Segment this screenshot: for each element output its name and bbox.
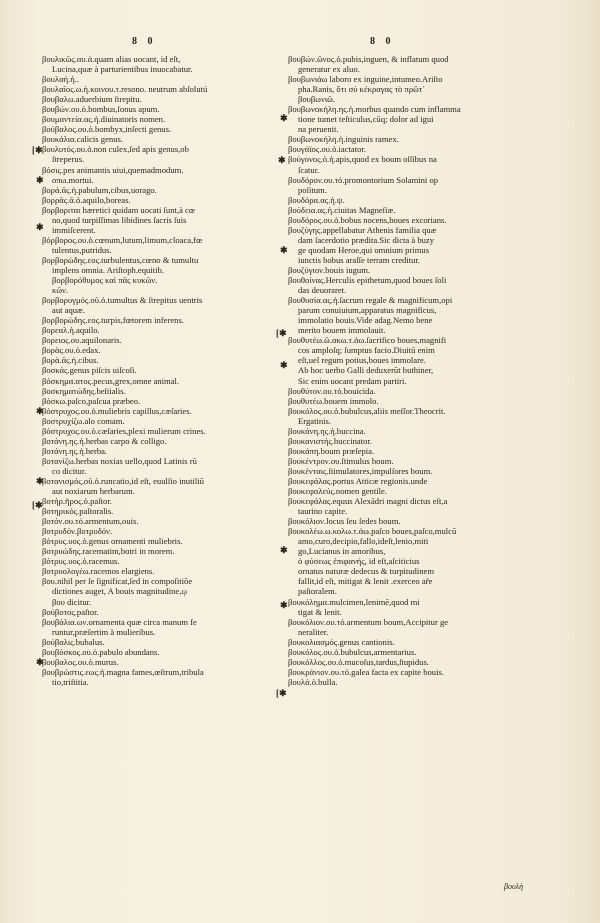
- text-line: βουλικῶς.αυ.ἀ.quam alias uocant, id eſt,: [42, 54, 181, 64]
- left-folio: 8 0: [132, 36, 157, 47]
- text-line: βοτανίζω.herbas noxias uello,quod Latinis rū: [42, 455, 197, 466]
- text-line: βουκολιασμός.genus cantionis.: [288, 636, 395, 647]
- text-line: βουθυσία.ας.ἡ.ſacrum regale & magnificum,opi: [288, 295, 453, 306]
- text-line: βουκόλος.ου.ὁ.bubulcus,armentarius.: [288, 646, 417, 657]
- left-column: [42, 54, 274, 687]
- text-line: dam ſacerdotio prædita.Sic dicta à buzy: [298, 234, 435, 245]
- text-line: ſtreperus.: [52, 154, 85, 165]
- text-line: βοτηρικός.paſtoralis.: [42, 506, 114, 517]
- text-line: βουβωνοκήλη.ἡ.inguinis ramex.: [288, 134, 399, 145]
- text-line: βόρβορος.ου.ὁ.cœnum,lutum,limum,cloaca,fœ: [42, 234, 203, 245]
- text-line: tulentus,putridus.: [52, 244, 112, 255]
- text-line: ſcatur.: [298, 164, 320, 175]
- text-line: βουλαή.ἡ..: [42, 74, 80, 85]
- margin-bracket-marker: [✱: [276, 328, 287, 338]
- text-line: βοτάνη.ης.ἡ.herba.: [42, 445, 108, 456]
- text-line: na peruenit.: [298, 124, 339, 135]
- text-line: cos amploſq; ſumptus facio.Diuitū enim: [298, 345, 435, 356]
- text-line: βουκάπη.boum præſepia.: [288, 445, 375, 456]
- text-line: βούβοτος.paſtor.: [42, 606, 99, 617]
- text-line: βουδόρος.ου.ὁ.bobus nocens,boues excorians.: [288, 214, 447, 225]
- text-line: βουκεφάλας.portus Atticæ regionis.unde: [288, 475, 428, 486]
- text-line: parum conuiuium,apparatus magnificus,: [298, 305, 437, 316]
- text-line: βοσκάς.genus piſcis uiſcoſi.: [42, 365, 137, 376]
- text-line: poſitum.: [298, 184, 327, 195]
- text-line: βορβοριται hæretici quidam uocati ſunt,à cœ: [42, 204, 196, 215]
- text-line: Ab hoc uerbo Galli deduxerūt buthiner,: [298, 365, 434, 376]
- margin-bracket-marker: [✱: [32, 145, 43, 155]
- margin-asterisk-marker: ✱: [280, 360, 288, 370]
- text-line: βουθύτον.ου.τό.bouicida.: [288, 385, 376, 396]
- text-line: βοτήρ.ῆρος.ὁ.paſtor.: [42, 496, 112, 507]
- text-line: βουκολέω.ω.κολω.τ.ἀω.paſco boues,paſco,mulcū: [288, 526, 457, 537]
- margin-asterisk-marker: ✱: [280, 545, 288, 555]
- text-line: pha.Ranis, ὅτι σὺ κέκραγας τὸ πρῶτ᾽: [298, 84, 426, 95]
- text-line: βουβρώστις.εως.ἡ.magna fames,œſtrum,tribula: [42, 666, 204, 677]
- text-line: βουβών.ου.ὁ.bombus,ſonus apum.: [42, 104, 160, 115]
- text-line: βορὰς.ου.ὁ.edax.: [42, 345, 101, 356]
- text-line: βοτάνη.ης.ἡ.herbas carpo & colligo.: [42, 435, 167, 446]
- text-line: no,quod turpiſſimas libidines ſacris ſuis: [52, 214, 187, 225]
- margin-asterisk-marker: ✱: [280, 113, 288, 123]
- text-line: amo,curo,decipio,fallo,ideſt,lenio,miti: [298, 536, 429, 547]
- text-line: Ergatinis.: [298, 415, 332, 426]
- margin-bracket-marker: [✱: [276, 688, 287, 698]
- text-line: βορρᾶς.ᾶ.ὁ.aquilo,boreas.: [42, 194, 131, 205]
- text-line: βοτρυώδης.racematim,botri in morem.: [42, 546, 175, 557]
- text-line: βούβαλος.ου.ὁ.bombyx,inſecti genus.: [42, 124, 172, 135]
- text-line: aut aquæ.: [52, 305, 85, 316]
- text-line: fallit,id eſt, mitigat & lenit .exerceo ar̃e: [298, 576, 433, 587]
- text-line: implens omnia. Ariſtoph.equitib.: [52, 264, 164, 275]
- margin-asterisk-marker: ✱: [36, 175, 44, 185]
- text-line: runtur,præſertim à mulieribus.: [52, 626, 156, 637]
- text-line: ge quodam Heroe,qui omnium primus: [298, 244, 430, 255]
- margin-asterisk-marker: ✱: [278, 155, 286, 165]
- text-line: βουκόλημα.mulcimen,lenimē,quod mi: [288, 596, 420, 607]
- text-line: dictiones auget, A bouis magnitudine,ῳ: [52, 586, 188, 597]
- text-line: βουγάϊος.ου.ὁ.iactator.: [288, 144, 366, 155]
- text-line: paſtoralem.: [298, 586, 337, 597]
- text-line: βόστρυχος.ου.ὁ.muliebris capillus,cæſaries.: [42, 405, 192, 416]
- text-line: βορβορώδης.εος.turpis,fœtorem inferens.: [42, 315, 184, 326]
- text-line: βουβαλω.aduerbium ſtrepitu.: [42, 94, 142, 105]
- text-line: βουδόρα.ας.ἡ.ψ.: [288, 194, 345, 205]
- right-column: [288, 54, 532, 687]
- text-line: Sic enim uocant predam partiri.: [298, 375, 407, 386]
- text-line: βουκόλιον.locus ſeu ſedes boum.: [288, 516, 401, 527]
- text-line: βόσκω.paſco,paſcua præbeo.: [42, 395, 141, 406]
- text-line: βουβωνιάω laboro ex inguine,intumeo.Ariſto: [288, 74, 443, 85]
- text-line: co dicitur.: [52, 465, 87, 476]
- text-line: das deuoraret.: [298, 285, 347, 296]
- text-line: generatur ex aluo.: [298, 64, 360, 75]
- text-line: go,Lucianus in amoribus,: [298, 546, 386, 557]
- catchword: βουλὴ: [504, 882, 524, 891]
- text-line: βορά.ᾶς.ἡ.pabulum,cibus,uorago.: [42, 184, 157, 195]
- text-line: βότρυς.υος.ὁ.racemus.: [42, 556, 120, 567]
- text-line: βουκόλιον.ου.τό.armentum boum,Accipitur ge: [288, 616, 449, 627]
- text-line: βορβορόθυμος καὶ πᾶς κυκῶν.: [52, 275, 158, 286]
- text-line: immolatio bouis.Vide adag.Nemo bene: [298, 315, 433, 326]
- margin-asterisk-marker: ✱: [36, 476, 44, 486]
- text-line: οπω.mortui.: [52, 174, 94, 185]
- text-line: neraliter.: [298, 626, 329, 637]
- text-line: βουβόσκος.ου.ὁ.pabulo abundans.: [42, 646, 160, 657]
- text-line: βόσις.pes animantis uiui,quemadmodum.: [42, 164, 184, 175]
- text-line: βουθυτέω.bouem immolo.: [288, 395, 379, 406]
- text-line: βορειος.ου.aquilonaris.: [42, 335, 122, 346]
- text-line: βούδεια.ας.ἡ.ciuitas Magneſiæ.: [288, 204, 396, 215]
- text-line: tigat & lenit.: [298, 606, 342, 617]
- margin-asterisk-marker: ✱: [280, 600, 288, 610]
- text-line: βουκανιστής.buccinator.: [288, 435, 372, 446]
- text-line: ornatus naturæ dedecus & turpitudinem: [298, 566, 435, 577]
- text-line: κῶν.: [52, 285, 69, 296]
- text-line: tio,triſtitia.: [52, 676, 89, 687]
- text-line: eſt,uel regum potius,boues immolare.: [298, 355, 426, 366]
- text-line: ὁ φύσεως ἐπιφανής, id eſt,aſciticius: [298, 556, 420, 567]
- text-line: βορβορώδης.εος.turbulentus,cœno & tumultu: [42, 254, 199, 265]
- text-line: βουμαντεία.ας.ἡ.diuinatoris nomen.: [42, 114, 166, 125]
- text-line: βουκεφαλεύς.nomen gentile.: [288, 486, 387, 497]
- text-line: βουζύγιον.bouis iugum.: [288, 264, 371, 275]
- text-line: βουλαῖος.ω.ἡ.κοινου.τ.resono. neutrum abſolutú: [42, 84, 208, 95]
- text-line: βορεαλ.ἡ.aquilo.: [42, 325, 100, 336]
- text-line: βουκάλια.calicis genus.: [42, 134, 124, 145]
- text-line: βόστρυχος.ου.ὁ.cæſaries,plexi mulierum crines.: [42, 425, 206, 436]
- text-line: βουκένταις.ſtimulatores,impulſores boum.: [288, 465, 433, 476]
- text-line: βουβών.ῶνος.ὁ.pubis,inguen, & inflatum quod: [288, 54, 449, 64]
- margin-bracket-marker: [✱: [32, 500, 43, 510]
- text-line: βοτρυολογέω.racemos elargiens.: [42, 566, 155, 577]
- right-folio: 8 0: [370, 36, 395, 47]
- text-line: βουβωνιῶ.: [298, 94, 335, 105]
- text-line: iunctis bobus araſſe terram creditur.: [298, 254, 420, 265]
- margin-asterisk-marker: ✱: [36, 657, 44, 667]
- text-line: βουκέντρον.ου.ſtimulus boum.: [288, 455, 394, 466]
- text-line: βοτόν.ου.τό.armentum,ouis.: [42, 516, 139, 527]
- text-line: βουθυτέω.ῶ.ακω.τ.ἀω.ſacrifico boues,magnifi: [288, 335, 447, 346]
- text-line: Lucina,quæ à parturientibus inuocabatur.: [52, 64, 193, 75]
- text-line: βόσκημα.ατος.pecus,grex,omne animal.: [42, 375, 180, 386]
- text-line: βουλυτός.ου.ὁ.non culex,ſed apis genus,ob: [42, 144, 189, 155]
- text-line: βουκάνη.ης.ἡ.buccina.: [288, 425, 366, 436]
- text-line: βοτανισμός.οῦ.ὁ.runcatio,id eſt, euulſio inutiliū: [42, 475, 204, 486]
- text-line: βουκεφάλας.equus Alexādri magni dictus eſt,a: [288, 496, 448, 507]
- text-line: βου.nihil per ſe ſignificat,ſed in compoſitiōe: [42, 576, 193, 587]
- margin-asterisk-marker: ✱: [36, 222, 44, 232]
- text-line: βορὰ.ᾶς.ἡ.cibus.: [42, 355, 99, 366]
- text-line: βου dicitur.: [52, 596, 92, 607]
- text-line: βουζύγης.appellabatur Athenis familia quæ: [288, 224, 437, 235]
- text-line: βουλά.ὁ.bulla.: [288, 676, 338, 687]
- text-line: βοτρυδόν.βοτρυδόν.: [42, 526, 113, 537]
- margin-asterisk-marker: ✱: [36, 406, 44, 416]
- text-line: βουβωνοκήλη.ης.ἡ.morbus quando cum inflamma: [288, 104, 461, 115]
- text-line: βορβορυγμός.οῦ.ὁ.tumultus & ſtrepitus uentris: [42, 295, 203, 306]
- text-line: βούγονος.ὁ.ἡ.apis,quod ex boum oſſibus na: [288, 154, 437, 165]
- text-line: βούβαλις.bubalus.: [42, 636, 105, 647]
- text-line: βουβαλος.ου.ὁ.murus.: [42, 656, 119, 667]
- text-line: βότρυς.υος.ὁ.genus ornamenti muliebris.: [42, 536, 183, 547]
- text-line: βουδόρον.ου.τό.promontorium Solamini op: [288, 174, 439, 185]
- text-line: tione tumet teſticulus,cūq; dolor ad igui: [298, 114, 434, 125]
- text-line: immiſcerent.: [52, 224, 96, 235]
- text-line: merito bouem immolauit.: [298, 325, 386, 336]
- text-line: taurino capite.: [298, 506, 348, 517]
- text-line: βουκόλλος.ου.ὁ.mucoſus,tardus,ſtupidus.: [288, 656, 429, 667]
- text-line: βουκράνιον.ου.τό.galea facta ex capite bouis.: [288, 666, 444, 677]
- margin-asterisk-marker: ✱: [280, 245, 288, 255]
- text-line: βοσκηματώδης.beſtialis.: [42, 385, 126, 396]
- text-line: βουβάλια.ων.ornamenta quæ circa manum fe: [42, 616, 197, 627]
- text-line: βοστρυχίζω.alo comam.: [42, 415, 125, 426]
- text-line: βουθοίνας.Herculis epithetum,quod boues ſoli: [288, 275, 447, 286]
- text-line: aut noxiarum herbarum.: [52, 486, 135, 497]
- text-line: βουκόλος.ου.ὁ.bubulcus,aliis meſſor.Theocrit.: [288, 405, 446, 416]
